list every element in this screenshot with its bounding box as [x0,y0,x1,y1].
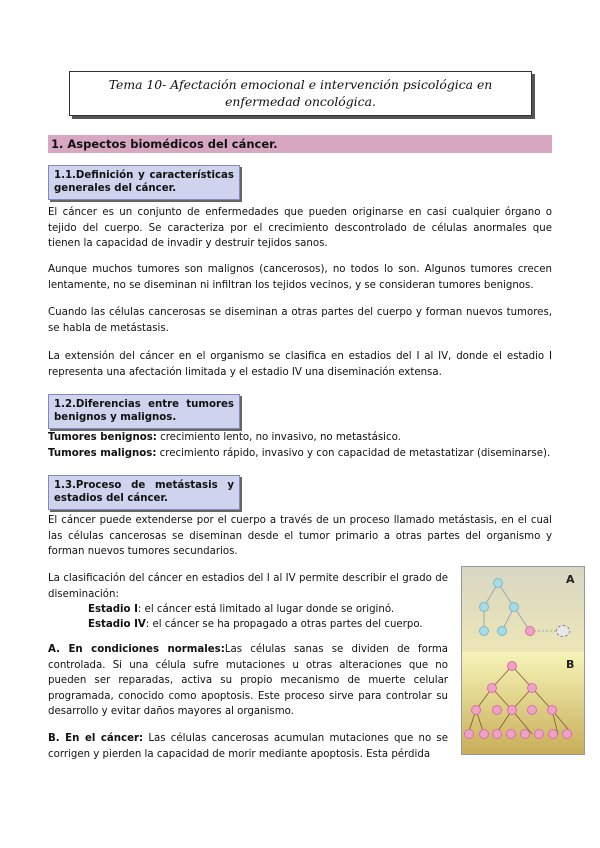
stage-4-label: Estadio IV [88,619,146,630]
subsection-heading-1-1: 1.1.Definición y características generales del cáncer. [48,165,240,200]
cancer-cell [527,683,537,693]
in-cancer-text: Las células cancerosas acumulan mutaciones que no se corrigen y pierden la capacidad de morir mediante apoptosis. Esta pérdida [48,733,448,760]
normal-cell [479,602,489,612]
figure-label-a: A [566,573,575,586]
paragraph-definition: El cáncer es un conjunto de enfermedades que pueden originarse en casi cualquier órgano o tejido del cuerpo. Se caracteriza por el crecimiento descontrolado de células anormales que tienen la capacidad de invadir y destruir tejidos sanos. [48,207,552,249]
normal-cell [479,626,489,636]
stage-4-line [48,617,488,633]
normal-cell [509,602,519,612]
cancer-cell [507,661,517,671]
cell-division-figure [461,566,585,755]
cancer-cell [492,729,502,739]
cancer-division-panel [462,652,584,754]
stage-1-label: Estadio I [88,604,138,615]
normal-cell [497,626,507,636]
stage-1-line [48,602,488,618]
normal-cell [493,578,503,588]
cancer-cell [534,729,544,739]
subsection-heading-1-3: 1.3.Proceso de metástasis y estadios del cáncer. [48,475,240,510]
cancer-cell [492,705,502,715]
paragraph-stage-classification: La clasificación del cáncer en estadios del I al IV permite describir el grado de diseminación: [48,573,448,600]
section-heading: 1. Aspectos biomédicos del cáncer. [48,135,552,153]
title-box [69,71,532,116]
normal-conditions-label: A. En condiciones normales: [48,644,225,655]
paragraph-metastasis-intro: Cuando las células cancerosas se diseminan a otras partes del cuerpo y forman nuevos tumores, se habla de metástasis. [48,307,552,334]
malign-text: crecimiento rápido, invasivo y con capacidad de metastatizar (diseminarse). [156,448,551,459]
cancer-cell [471,705,481,715]
paragraph-in-cancer [48,731,448,762]
cancer-cell [562,729,572,739]
apoptotic-cell [556,625,570,637]
cancer-cell [547,705,557,715]
document-title: Tema 10- Afectación emocional e intervención psicológica en enfermedad oncológica. [108,77,493,109]
benign-line [48,430,552,446]
benign-label: Tumores benignos: [48,432,157,443]
benign-text: crecimiento lento, no invasivo, no metastásico. [156,432,401,443]
paragraph-metastasis-process: El cáncer puede extenderse por el cuerpo a través de un proceso llamado metástasis, en el cual las células cancerosas se diseminan desde el tumor primario a otras partes del organismo y forman nuevos tumores secundarios. [48,515,552,557]
stage-4-text: : el cáncer se ha propagado a otras partes del cuerpo. [145,619,423,630]
malign-label: Tumores malignos: [48,448,157,459]
cancer-cell [479,729,489,739]
paragraph-benign-tumors: Aunque muchos tumores son malignos (cancerosos), no todos lo son. Algunos tumores crecen lentamente, no se diseminan ni infiltran los tejidos vecinos, y se consideran tumores benignos. [48,264,552,291]
cancer-cell [506,729,516,739]
paragraph-stages: La extensión del cáncer en el organismo se clasifica en estadios del I al IV, donde el estadio I representa una afectación limitada y el estadio IV una diseminación extensa. [48,351,552,378]
malign-line [48,446,552,462]
cancer-cell [527,705,537,715]
mutated-cell [525,626,535,636]
normal-division-panel [462,567,584,652]
paragraph-normal-conditions [48,642,448,720]
cancer-cell [487,683,497,693]
subsection-heading-1-2: 1.2.Diferencias entre tumores benignos y malignos. [48,394,240,429]
in-cancer-label: B. En el cáncer: [48,733,144,744]
cancer-cell [520,729,530,739]
stage-1-text: : el cáncer está limitado al lugar donde se originó. [137,604,395,615]
cancer-cell [507,705,517,715]
normal-conditions-text: Las células sanas se dividen de forma controlada. Si una célula sufre mutaciones u otras alteraciones que no pueden ser reparadas, activa su propio mecanismo de muerte celular programada, conocido como apoptosis. Este proceso sirve para controlar su desarrollo y evitar daños mayores al organismo. [48,644,449,717]
figure-label-b: B [566,658,575,671]
cancer-cell [464,729,474,739]
cancer-cell [548,729,558,739]
